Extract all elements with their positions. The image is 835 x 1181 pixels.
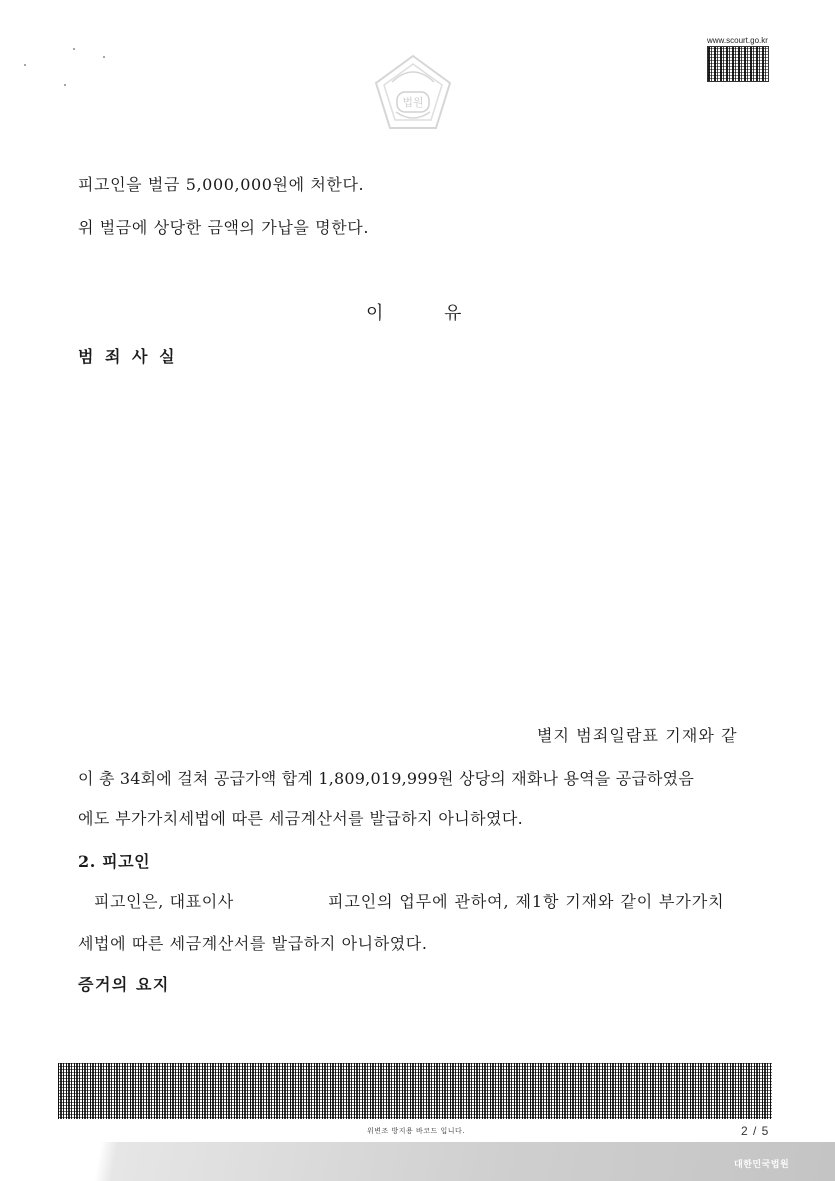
sentence-line-1: 피고인을 벌금 5,000,000원에 처한다. [78,175,365,194]
paragraph2-line-2: 세법에 따른 세금계산서를 발급하지 아니하였다. [78,934,428,953]
scan-speck [73,48,75,50]
court-url: www.scourt.go.kr [707,36,768,45]
sentence-line-2: 위 벌금에 상당한 금액의 가납을 명한다. [78,218,370,237]
page-number: 2 / 5 [741,1124,770,1138]
reasons-title-left: 이 [366,303,387,324]
footer-band [0,1142,835,1181]
barcode-note: 위변조 방지용 바코드 입니다. [367,1127,466,1135]
reasons-title-right: 유 [444,303,465,324]
paragraph1-line-2: 이 총 34회에 걸쳐 공급가액 합계 1,809,019,999원 상당의 재화나 용역을 공급하였음 [78,769,694,788]
seal-label: 법원 [402,96,424,109]
section2-heading: 2. 피고인 [78,852,151,871]
crime-facts-heading: 범 죄 사 실 [78,347,178,366]
paragraph1-line-3: 에도 부가가치세법에 따른 세금계산서를 발급하지 아니하였다. [78,809,524,828]
evidence-heading: 증거의 요지 [78,975,170,994]
scan-speck [64,84,66,86]
court-seal [372,52,454,138]
qr-code [707,46,769,82]
paragraph1-line-1: 별지 범죄일람표 기재와 같 [537,726,738,745]
scan-speck [103,56,105,58]
paragraph2-line-1a: 피고인은, 대표이사 [94,892,234,911]
court-name: 대한민국법원 [734,1160,790,1170]
paragraph2-line-1b: 피고인의 업무에 관하여, 제1항 기재와 같이 부가가치 [328,892,725,911]
anti-forgery-barcode [58,1063,772,1119]
scan-speck [24,64,26,66]
